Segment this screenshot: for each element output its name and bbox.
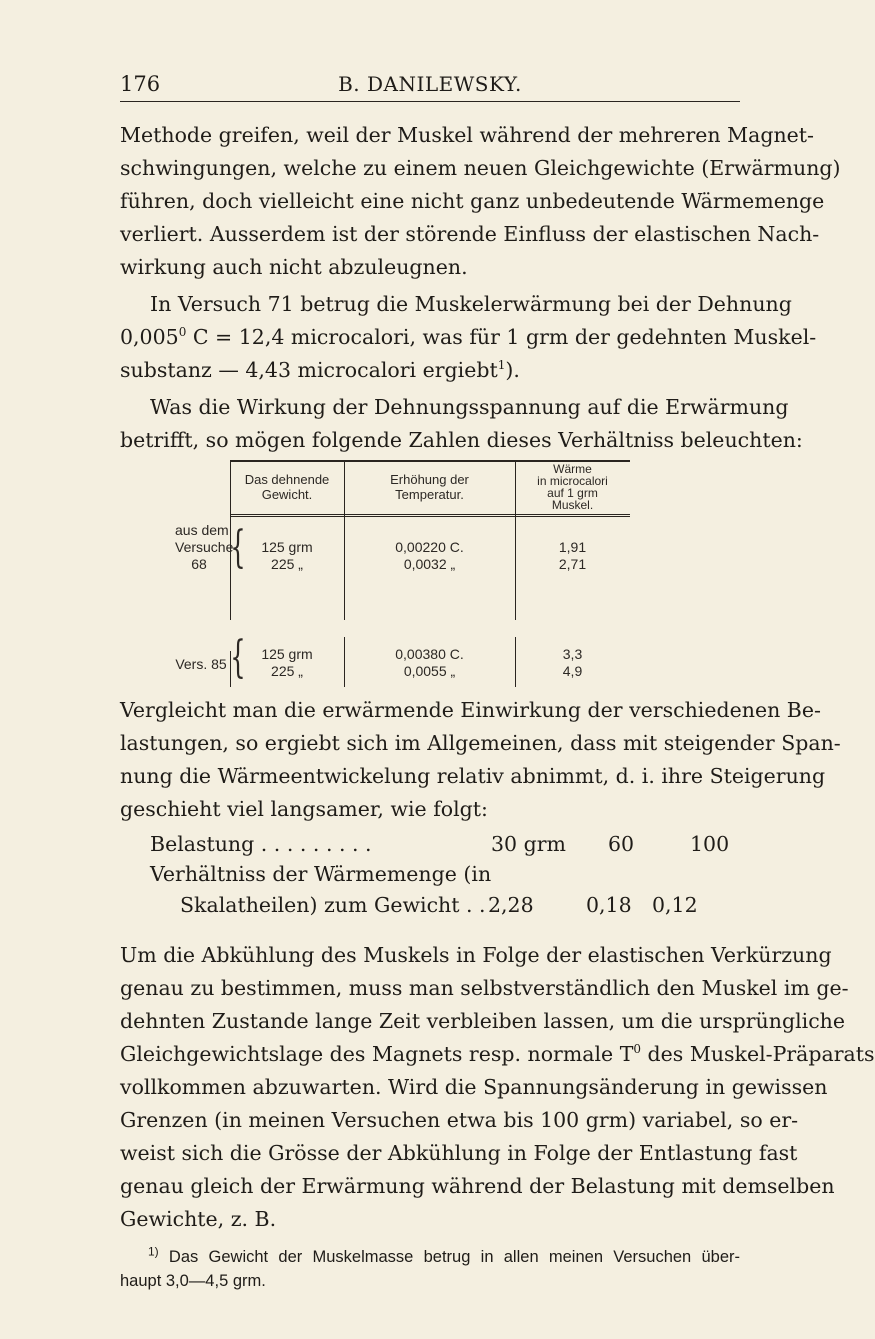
text-line: In Versuch 71 betrug die Muskelerwärmung bei der Dehnung xyxy=(150,292,792,316)
text-line: geschieht viel langsamer, wie folgt: xyxy=(120,797,488,821)
ratio-value: 0,12 xyxy=(652,893,698,917)
ratio-value: 2,28 xyxy=(488,893,534,917)
superscript: 0 xyxy=(178,325,187,340)
load-value: 60 xyxy=(608,832,635,856)
load-value: 30 grm xyxy=(491,832,566,856)
running-head: B. DANILEWSKY. xyxy=(338,72,522,96)
brace-icon: { xyxy=(230,632,246,683)
table-header-rule xyxy=(230,514,630,517)
header-rule xyxy=(120,101,740,102)
paragraph-5 xyxy=(120,939,875,1236)
text-fragment: substanz — 4,43 microcalori ergiebt xyxy=(120,358,498,382)
text-line: genau gleich der Erwärmung während der Belastung mit demselben xyxy=(120,1174,835,1198)
ratio-label: Verhältniss der Wärmemenge (in xyxy=(150,862,492,886)
row-group-label: aus dem Versuche 68 xyxy=(175,522,234,572)
footnote-line: haupt 3,0—4,5 grm. xyxy=(120,1272,266,1290)
table-cell: 125 grm 225 „ xyxy=(261,646,313,679)
paragraph-2 xyxy=(120,288,817,387)
text-fragment: Gleichgewichtslage des Magnets resp. normale T xyxy=(120,1042,634,1066)
table-cell: 125 grm 225 „ xyxy=(261,539,313,572)
paragraph-3 xyxy=(120,391,803,457)
column-header-heat: Wärme in microcalori auf 1 grm Muskel. xyxy=(537,462,608,512)
text-line: betrifft, so mögen folgende Zahlen dieses Verhältniss beleuchten: xyxy=(120,428,803,452)
superscript: 0 xyxy=(633,1042,642,1057)
text-line: vollkommen abzuwarten. Wird die Spannungsänderung in gewissen xyxy=(120,1075,828,1099)
column-header-weight: Das dehnende Gewicht. xyxy=(244,472,330,502)
text-line: nung die Wärmeentwickelung relativ abnimmt, d. i. ihre Steigerung xyxy=(120,764,826,788)
text-line xyxy=(120,354,740,387)
load-value: 100 xyxy=(690,832,730,856)
page-number: 176 xyxy=(120,72,161,96)
text-fragment: ). xyxy=(505,358,520,382)
table-cell: 3,3 4,9 xyxy=(562,646,583,679)
footnote-ref: 1 xyxy=(497,358,506,373)
table-cell: 0,00380 C. 0,0055 „ xyxy=(395,646,464,679)
text-line: dehnten Zustande lange Zeit verbleiben lassen, um die ursprüngliche xyxy=(120,1009,846,1033)
text-line: schwingungen, welche zu einem neuen Gleichgewichte (Erwärmung) xyxy=(120,156,841,180)
brace-icon: { xyxy=(230,522,246,573)
text-fragment: C = 12,4 microcalori, was für 1 grm der gedehnten Muskel- xyxy=(186,325,817,349)
text-line xyxy=(120,321,817,354)
text-line xyxy=(120,1038,875,1071)
text-line: führen, doch vielleicht eine nicht ganz unbedeutende Wärmemenge xyxy=(120,189,825,213)
text-line: verliert. Ausserdem ist der störende Einfluss der elastischen Nach- xyxy=(120,222,820,246)
text-line: Was die Wirkung der Dehnungsspannung auf die Erwärmung xyxy=(150,395,789,419)
text-line: genau zu bestimmen, muss man selbstverständlich den Muskel im ge- xyxy=(120,976,849,1000)
footnote-marker: 1) xyxy=(148,1244,159,1259)
footnote-line xyxy=(120,1245,740,1269)
text-line: weist sich die Grösse der Abkühlung in Folge der Entlastung fast xyxy=(120,1141,798,1165)
table-cell: 0,00220 C. 0,0032 „ xyxy=(395,539,464,572)
table-cell: 1,91 2,71 xyxy=(558,539,587,572)
text-line: Vergleicht man die erwärmende Einwirkung der verschiedenen Be- xyxy=(120,698,821,722)
footnote xyxy=(120,1245,740,1293)
ratio-label: Skalatheilen) zum Gewicht . . xyxy=(180,893,486,917)
load-label: Belastung . . . . . . . . . xyxy=(150,832,372,856)
paragraph-4 xyxy=(120,694,841,826)
column-header-temperature: Erhöhung der Temperatur. xyxy=(390,472,469,502)
text-line: Methode greifen, weil der Muskel während der mehreren Magnet- xyxy=(120,123,814,147)
row-group-label: Vers. 85 xyxy=(175,656,227,672)
text-fragment: 0,005 xyxy=(120,325,179,349)
text-line: Um die Abkühlung des Muskels in Folge der elastischen Verkürzung xyxy=(120,943,832,967)
text-fragment: des Muskel-Präparats xyxy=(641,1042,875,1066)
text-line: Grenzen (in meinen Versuchen etwa bis 100 grm) variabel, so er- xyxy=(120,1108,799,1132)
paragraph-1 xyxy=(120,119,841,284)
text-line: Gewichte, z. B. xyxy=(120,1207,277,1231)
text-line: wirkung auch nicht abzuleugnen. xyxy=(120,255,468,279)
ratio-value: 0,18 xyxy=(586,893,632,917)
text-fragment: Das Gewicht der Muskelmasse betrug in allen meinen Versuchen über- xyxy=(158,1248,740,1266)
text-line: lastungen, so ergiebt sich im Allgemeinen, dass mit steigender Span- xyxy=(120,731,841,755)
page-header xyxy=(120,72,740,102)
